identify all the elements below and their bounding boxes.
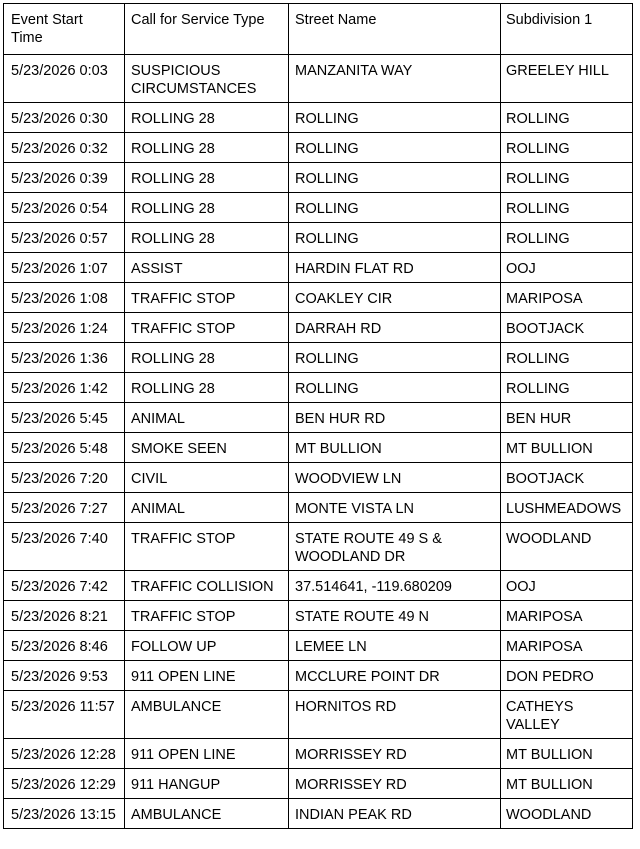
- subdivision-cell: DON PEDRO: [501, 661, 633, 691]
- subdivision-cell: MARIPOSA: [501, 631, 633, 661]
- table-row: [4, 433, 633, 463]
- event-start-time-cell: 5/23/2026 0:32: [4, 133, 125, 163]
- table-row: [4, 403, 633, 433]
- header-street-name: Street Name: [289, 4, 501, 55]
- event-start-time-cell: 5/23/2026 0:39: [4, 163, 125, 193]
- call-type-cell: 911 OPEN LINE: [125, 739, 289, 769]
- call-type-cell: ROLLING 28: [125, 223, 289, 253]
- event-start-time-cell: 5/23/2026 12:28: [4, 739, 125, 769]
- event-start-time-cell: 5/23/2026 13:15: [4, 799, 125, 829]
- subdivision-cell: ROLLING: [501, 133, 633, 163]
- call-type-cell: 911 OPEN LINE: [125, 661, 289, 691]
- table-body: [4, 55, 633, 829]
- subdivision-cell: WOODLAND: [501, 799, 633, 829]
- subdivision-cell: ROLLING: [501, 103, 633, 133]
- subdivision-cell: CATHEYS VALLEY: [501, 691, 633, 739]
- table-row: [4, 283, 633, 313]
- call-type-cell: ROLLING 28: [125, 103, 289, 133]
- table-row: [4, 691, 633, 739]
- table-row: [4, 103, 633, 133]
- call-type-cell: ANIMAL: [125, 403, 289, 433]
- street-name-cell: ROLLING: [289, 193, 501, 223]
- event-start-time-cell: 5/23/2026 9:53: [4, 661, 125, 691]
- street-name-cell: 37.514641, -119.680209: [289, 571, 501, 601]
- street-name-cell: ROLLING: [289, 133, 501, 163]
- street-name-cell: MORRISSEY RD: [289, 739, 501, 769]
- table-row: [4, 739, 633, 769]
- call-type-cell: ROLLING 28: [125, 163, 289, 193]
- call-type-cell: TRAFFIC STOP: [125, 313, 289, 343]
- street-name-cell: STATE ROUTE 49 N: [289, 601, 501, 631]
- subdivision-cell: MT BULLION: [501, 739, 633, 769]
- table-row: [4, 493, 633, 523]
- street-name-cell: ROLLING: [289, 223, 501, 253]
- table-row: [4, 193, 633, 223]
- subdivision-cell: ROLLING: [501, 193, 633, 223]
- street-name-cell: ROLLING: [289, 343, 501, 373]
- subdivision-cell: ROLLING: [501, 163, 633, 193]
- call-type-cell: ROLLING 28: [125, 373, 289, 403]
- table-row: [4, 253, 633, 283]
- subdivision-cell: WOODLAND: [501, 523, 633, 571]
- street-name-cell: BEN HUR RD: [289, 403, 501, 433]
- event-start-time-cell: 5/23/2026 1:24: [4, 313, 125, 343]
- call-type-cell: ANIMAL: [125, 493, 289, 523]
- street-name-cell: STATE ROUTE 49 S & WOODLAND DR: [289, 523, 501, 571]
- street-name-cell: DARRAH RD: [289, 313, 501, 343]
- calls-for-service-table: [3, 3, 633, 829]
- event-start-time-cell: 5/23/2026 1:36: [4, 343, 125, 373]
- call-type-cell: TRAFFIC COLLISION: [125, 571, 289, 601]
- event-start-time-cell: 5/23/2026 1:42: [4, 373, 125, 403]
- table-row: [4, 55, 633, 103]
- table-row: [4, 601, 633, 631]
- event-start-time-cell: 5/23/2026 8:46: [4, 631, 125, 661]
- subdivision-cell: BEN HUR: [501, 403, 633, 433]
- call-type-cell: ROLLING 28: [125, 343, 289, 373]
- call-type-cell: TRAFFIC STOP: [125, 601, 289, 631]
- subdivision-cell: ROLLING: [501, 343, 633, 373]
- event-start-time-cell: 5/23/2026 7:27: [4, 493, 125, 523]
- call-type-cell: TRAFFIC STOP: [125, 283, 289, 313]
- subdivision-cell: GREELEY HILL: [501, 55, 633, 103]
- subdivision-cell: OOJ: [501, 253, 633, 283]
- street-name-cell: MCCLURE POINT DR: [289, 661, 501, 691]
- header-call-for-service-type: Call for Service Type: [125, 4, 289, 55]
- street-name-cell: WOODVIEW LN: [289, 463, 501, 493]
- event-start-time-cell: 5/23/2026 0:03: [4, 55, 125, 103]
- table-row: [4, 631, 633, 661]
- header-event-start-time: Event Start Time: [4, 4, 125, 55]
- subdivision-cell: MT BULLION: [501, 769, 633, 799]
- street-name-cell: LEMEE LN: [289, 631, 501, 661]
- subdivision-cell: BOOTJACK: [501, 463, 633, 493]
- table-row: [4, 463, 633, 493]
- event-start-time-cell: 5/23/2026 8:21: [4, 601, 125, 631]
- event-start-time-cell: 5/23/2026 7:20: [4, 463, 125, 493]
- call-type-cell: TRAFFIC STOP: [125, 523, 289, 571]
- event-start-time-cell: 5/23/2026 11:57: [4, 691, 125, 739]
- table-row: [4, 769, 633, 799]
- table-row: [4, 661, 633, 691]
- table-row: [4, 571, 633, 601]
- call-type-cell: SMOKE SEEN: [125, 433, 289, 463]
- table-row: [4, 163, 633, 193]
- header-row: [4, 4, 633, 55]
- subdivision-cell: MT BULLION: [501, 433, 633, 463]
- call-type-cell: FOLLOW UP: [125, 631, 289, 661]
- event-start-time-cell: 5/23/2026 1:08: [4, 283, 125, 313]
- table-row: [4, 343, 633, 373]
- subdivision-cell: MARIPOSA: [501, 601, 633, 631]
- event-start-time-cell: 5/23/2026 7:42: [4, 571, 125, 601]
- street-name-cell: HARDIN FLAT RD: [289, 253, 501, 283]
- street-name-cell: ROLLING: [289, 373, 501, 403]
- subdivision-cell: BOOTJACK: [501, 313, 633, 343]
- event-start-time-cell: 5/23/2026 5:45: [4, 403, 125, 433]
- street-name-cell: MONTE VISTA LN: [289, 493, 501, 523]
- street-name-cell: ROLLING: [289, 163, 501, 193]
- subdivision-cell: LUSHMEADOWS: [501, 493, 633, 523]
- event-start-time-cell: 5/23/2026 0:30: [4, 103, 125, 133]
- table-row: [4, 799, 633, 829]
- call-type-cell: AMBULANCE: [125, 799, 289, 829]
- call-type-cell: ASSIST: [125, 253, 289, 283]
- street-name-cell: HORNITOS RD: [289, 691, 501, 739]
- street-name-cell: INDIAN PEAK RD: [289, 799, 501, 829]
- table-row: [4, 313, 633, 343]
- table-row: [4, 133, 633, 163]
- event-start-time-cell: 5/23/2026 0:57: [4, 223, 125, 253]
- subdivision-cell: OOJ: [501, 571, 633, 601]
- table-row: [4, 523, 633, 571]
- event-start-time-cell: 5/23/2026 7:40: [4, 523, 125, 571]
- subdivision-cell: ROLLING: [501, 223, 633, 253]
- call-type-cell: AMBULANCE: [125, 691, 289, 739]
- event-start-time-cell: 5/23/2026 5:48: [4, 433, 125, 463]
- event-start-time-cell: 5/23/2026 0:54: [4, 193, 125, 223]
- call-type-cell: ROLLING 28: [125, 133, 289, 163]
- subdivision-cell: MARIPOSA: [501, 283, 633, 313]
- event-start-time-cell: 5/23/2026 12:29: [4, 769, 125, 799]
- street-name-cell: MT BULLION: [289, 433, 501, 463]
- table-header: [4, 4, 633, 55]
- event-start-time-cell: 5/23/2026 1:07: [4, 253, 125, 283]
- call-type-cell: 911 HANGUP: [125, 769, 289, 799]
- call-type-cell: ROLLING 28: [125, 193, 289, 223]
- street-name-cell: MORRISSEY RD: [289, 769, 501, 799]
- street-name-cell: ROLLING: [289, 103, 501, 133]
- street-name-cell: COAKLEY CIR: [289, 283, 501, 313]
- header-subdivision-1: Subdivision 1: [501, 4, 633, 55]
- table-row: [4, 223, 633, 253]
- call-type-cell: SUSPICIOUS CIRCUMSTANCES: [125, 55, 289, 103]
- call-type-cell: CIVIL: [125, 463, 289, 493]
- table-row: [4, 373, 633, 403]
- street-name-cell: MANZANITA WAY: [289, 55, 501, 103]
- subdivision-cell: ROLLING: [501, 373, 633, 403]
